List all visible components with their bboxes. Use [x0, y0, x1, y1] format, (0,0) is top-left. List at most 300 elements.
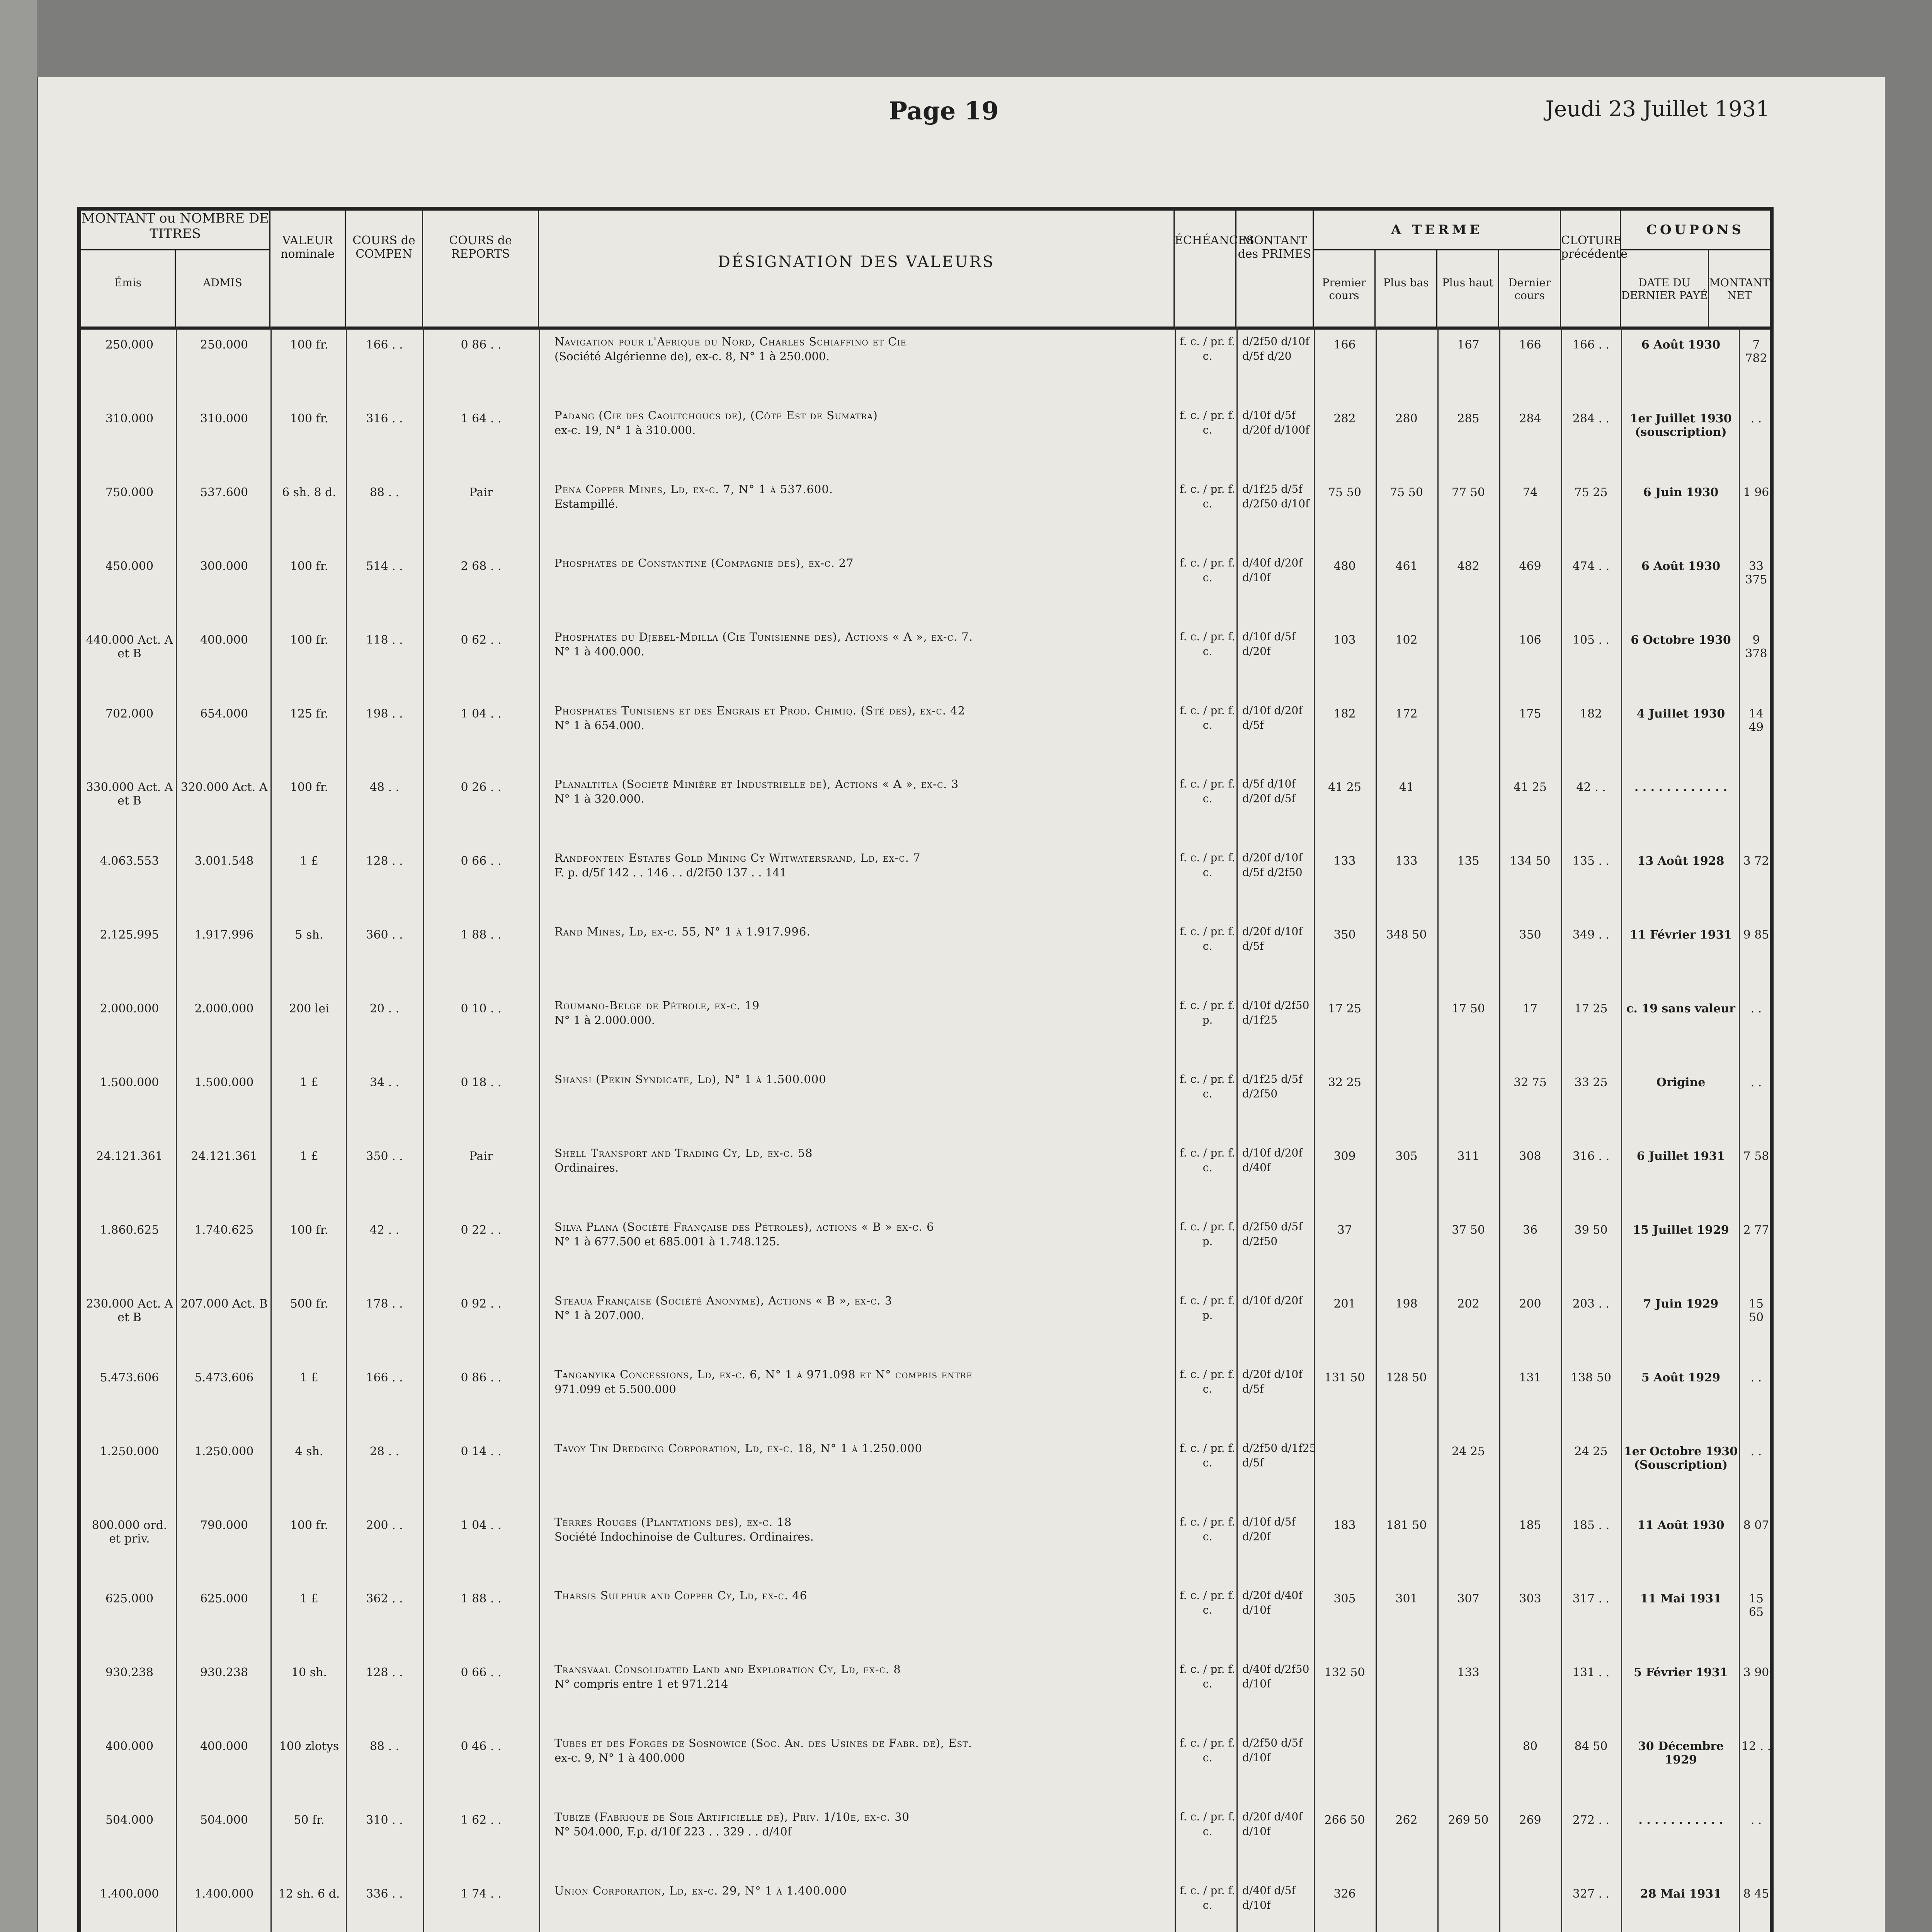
cell-plus-haut: 167: [1457, 338, 1480, 352]
cell-primes: d/10f d/20f: [1242, 1294, 1303, 1307]
cell-plus-haut: 135: [1457, 854, 1480, 868]
cell-designation: [554, 1883, 1173, 1898]
cell-emis: 330.000 Act. A et B: [86, 781, 173, 808]
header-montant-title: MONTANT ou NOMBRE DE TITRES: [81, 211, 269, 250]
cell-cours-comp: 178 . .: [366, 1297, 403, 1311]
header-premier: Premier cours: [1314, 249, 1376, 327]
cell-date-paye: 13 Août 1928: [1637, 854, 1725, 868]
cell-echeances: f. c. / pr. f. c.: [1180, 1073, 1235, 1100]
table-row: [81, 1363, 1770, 1433]
security-name: Pena Copper Mines, Ld, ex-c. 7, N° 1 à 537.600.: [554, 482, 833, 496]
cell-designation: [554, 1146, 1173, 1175]
cell-echeances: f. c. / pr. f. c.: [1180, 777, 1235, 805]
cell-date-paye: 11 Mai 1931: [1640, 1592, 1722, 1606]
cell-primes: d/2f50 d/10f d/5f d/20: [1242, 335, 1310, 362]
cell-primes: d/20f d/10f d/5f: [1242, 1367, 1303, 1395]
cell-primes: d/40f d/5f d/10f: [1242, 1884, 1296, 1912]
cell-valeur: 1 £: [300, 1371, 318, 1384]
cell-date-paye: 11 Août 1930: [1637, 1518, 1725, 1532]
cell-valeur: 1 £: [300, 1150, 318, 1163]
cell-date-paye: 6 Juin 1930: [1643, 485, 1719, 499]
cell-cloture: 17 25: [1574, 1002, 1608, 1016]
cell-cours-comp: 118 . .: [366, 633, 403, 647]
cell-date-paye: 15 Juillet 1929: [1633, 1223, 1729, 1237]
cell-valeur: 100 fr.: [290, 781, 328, 794]
cell-dernier: 134 50: [1510, 854, 1551, 868]
cell-admis: 1.400.000: [194, 1887, 254, 1901]
cell-plus-haut: 17 50: [1452, 1002, 1485, 1016]
security-name: Padang (Cie des Caoutchoucs de), (Côte Est de Sumatra): [554, 408, 878, 422]
security-name: Silva Plana (Société Française des Pétroles), actions « B » ex-c. 6: [554, 1220, 934, 1233]
cell-cours-comp: 20 . .: [369, 1002, 400, 1016]
cell-valeur: 200 lei: [289, 1002, 329, 1016]
cell-cours-comp: 34 . .: [369, 1076, 400, 1090]
cell-date-paye: 1er Octobre 1930 (Souscription): [1624, 1444, 1738, 1472]
security-name: Roumano-Belge de Pétrole, ex-c. 19: [554, 999, 760, 1012]
cell-cours-reports: 0 86 . .: [461, 1371, 502, 1384]
cell-cours-reports: 1 62 . .: [461, 1813, 502, 1827]
cell-designation: [554, 629, 1173, 659]
cell-montant-net: 2 77: [1743, 1223, 1769, 1237]
cell-plus-bas: 133: [1395, 854, 1418, 868]
cell-cours-reports: 0 18 . .: [461, 1076, 502, 1090]
security-detail: F. p. d/5f 142 . . 146 . . d/2f50 137 . . 141: [554, 866, 787, 879]
cell-montant-net: . .: [1750, 1371, 1762, 1384]
cell-montant-net: 9 378: [1745, 633, 1767, 660]
security-name: Phosphates Tunisiens et des Engrais et Prod. Chimiq. (Sté des), ex-c. 42: [554, 704, 966, 717]
cell-admis: 790.000: [200, 1518, 248, 1532]
cell-montant-net: . .: [1750, 1444, 1762, 1458]
cell-dernier: 350: [1519, 928, 1541, 942]
quotation-table: [77, 207, 1774, 1932]
cell-valeur: 100 zlotys: [279, 1740, 339, 1753]
cell-designation: [554, 1515, 1173, 1544]
cell-cours-reports: 2 68 . .: [461, 559, 502, 573]
table-row: [81, 1658, 1770, 1728]
table-row: [81, 1879, 1770, 1932]
cell-designation: [554, 924, 1173, 939]
cell-emis: 750.000: [105, 485, 154, 499]
header-a-terme: [1314, 211, 1561, 327]
cell-emis: 1.860.625: [100, 1223, 159, 1237]
table-body: [81, 327, 1770, 1932]
cell-date-paye: 7 Juin 1929: [1643, 1297, 1719, 1311]
cell-date-paye: 1er Juillet 1930 (souscription): [1630, 412, 1732, 439]
security-detail: 971.099 et 5.500.000: [554, 1382, 676, 1396]
cell-primes: d/20f d/40f d/10f: [1242, 1589, 1303, 1617]
cell-admis: 310.000: [200, 412, 248, 425]
cell-echeances: f. c. / pr. f. c.: [1180, 1736, 1235, 1764]
cell-emis: 440.000 Act. A et B: [86, 633, 173, 660]
security-detail: N° 504.000, F.p. d/10f 223 . . 329 . . d/40f: [554, 1825, 792, 1838]
cell-dernier: 17: [1522, 1002, 1538, 1016]
cell-cloture: 284 . .: [1572, 412, 1610, 425]
cell-cours-reports: Pair: [469, 1150, 493, 1163]
cell-emis: 250.000: [105, 338, 154, 352]
header-montant-net: MONTANT NET: [1709, 276, 1770, 302]
cell-cours-reports: 0 62 . .: [461, 633, 502, 647]
cell-valeur: 1 £: [300, 1076, 318, 1090]
cell-premier: 133: [1333, 854, 1356, 868]
cell-echeances: f. c. / pr. f. c.: [1180, 704, 1235, 731]
table-row: [81, 330, 1770, 400]
cell-cours-reports: 1 04 . .: [461, 707, 502, 721]
cell-plus-haut: 269 50: [1448, 1813, 1489, 1827]
cell-primes: d/10f d/5f d/20f d/100f: [1242, 408, 1310, 436]
cell-echeances: f. c. / pr. f. c.: [1180, 1810, 1235, 1838]
cell-valeur: 100 fr.: [290, 412, 328, 425]
cell-cours-comp: 336 . .: [366, 1887, 403, 1901]
cell-designation: [554, 1662, 1173, 1691]
cell-echeances: f. c. / pr. f. c.: [1180, 408, 1235, 436]
cell-date-paye: 6 Octobre 1930: [1631, 633, 1731, 647]
security-detail: Ordinaires.: [554, 1161, 619, 1174]
cell-plus-bas: 172: [1395, 707, 1418, 721]
cell-dernier: 308: [1519, 1150, 1541, 1163]
cell-primes: d/5f d/10f d/20f d/5f: [1242, 777, 1296, 805]
cell-admis: 1.740.625: [194, 1223, 254, 1237]
cell-plus-bas: 305: [1395, 1150, 1418, 1163]
cell-admis: 5.473.606: [194, 1371, 254, 1384]
cell-valeur: 100 fr.: [290, 338, 328, 352]
cell-montant-net: 3 72: [1743, 854, 1769, 868]
security-name: Tavoy Tin Dredging Corporation, Ld, ex-c. 18, N° 1 à 1.250.000: [554, 1441, 923, 1455]
cell-emis: 450.000: [105, 559, 154, 573]
cell-dernier: 36: [1522, 1223, 1538, 1237]
cell-cours-comp: 198 . .: [366, 707, 403, 721]
security-detail: N° 1 à 320.000.: [554, 792, 645, 806]
cell-cours-comp: 316 . .: [366, 412, 403, 425]
cell-echeances: f. c. / pr. f. c.: [1180, 851, 1235, 879]
cell-cours-reports: 1 04 . .: [461, 1518, 502, 1532]
cell-cours-reports: 0 92 . .: [461, 1297, 502, 1311]
cell-premier: 166: [1333, 338, 1356, 352]
table-row: [81, 1437, 1770, 1507]
cell-cours-reports: 0 66 . .: [461, 1666, 502, 1680]
security-name: Shansi (Pekin Syndicate, Ld), N° 1 à 1.500.000: [554, 1073, 827, 1086]
cell-date-paye: 6 Juillet 1931: [1636, 1150, 1725, 1163]
cell-admis: 400.000: [200, 633, 248, 647]
cell-cours-comp: 362 . .: [366, 1592, 403, 1606]
cell-echeances: f. c. / pr. f. c.: [1180, 1367, 1235, 1395]
cell-echeances: f. c. / pr. f. c.: [1180, 1884, 1235, 1912]
security-name: Phosphates du Djebel-Mdilla (Cie Tunisienne des), Actions « A », ex-c. 7.: [554, 630, 973, 643]
table-row: [81, 1068, 1770, 1138]
cell-cours-comp: 166 . .: [366, 338, 403, 352]
cell-montant-net: 8 45: [1743, 1887, 1769, 1901]
cell-date-paye: c. 19 sans valeur: [1626, 1002, 1735, 1016]
cell-dernier: 32 75: [1514, 1076, 1547, 1090]
table-row: [81, 994, 1770, 1064]
cell-plus-haut: 285: [1457, 412, 1480, 425]
cell-plus-bas: 102: [1395, 633, 1418, 647]
cell-date-paye: 4 Juillet 1930: [1636, 707, 1725, 721]
cell-cours-reports: 0 26 . .: [461, 781, 502, 794]
cell-premier: 305: [1333, 1592, 1356, 1606]
header-coupons: [1621, 211, 1770, 327]
cell-plus-haut: 37 50: [1452, 1223, 1485, 1237]
cell-admis: 1.500.000: [194, 1076, 254, 1090]
cell-designation: [554, 482, 1173, 511]
cell-dernier: 469: [1519, 559, 1541, 573]
security-detail: Estampillé.: [554, 497, 619, 510]
cell-cloture: 33 25: [1574, 1076, 1608, 1090]
cell-primes: d/10f d/2f50 d/1f25: [1242, 999, 1310, 1027]
cell-cours-comp: 514 . .: [366, 559, 403, 573]
cell-admis: 300.000: [200, 559, 248, 573]
cell-emis: 310.000: [105, 412, 154, 425]
cell-plus-bas: 262: [1395, 1813, 1418, 1827]
cell-echeances: f. c. / pr. f. c.: [1180, 556, 1235, 584]
security-detail: N° 1 à 677.500 et 685.001 à 1.748.125.: [554, 1235, 780, 1248]
cell-dernier: 284: [1519, 412, 1541, 425]
header-coupons-title: COUPONS: [1621, 211, 1770, 250]
cell-designation: [554, 1810, 1173, 1839]
cell-cloture: 317 . .: [1572, 1592, 1610, 1606]
cell-premier: 37: [1337, 1223, 1352, 1237]
table-row: [81, 404, 1770, 474]
security-detail: ex-c. 19, N° 1 à 310.000.: [554, 423, 696, 437]
cell-emis: 800.000 ord. et priv.: [92, 1518, 167, 1546]
security-name: Navigation pour l'Afrique du Nord, Charles Schiaffino et Cie: [554, 335, 906, 348]
cell-cours-comp: 350 . .: [366, 1150, 403, 1163]
cell-montant-net: 3 90: [1743, 1666, 1769, 1680]
cell-admis: 250.000: [200, 338, 248, 352]
security-name: Rand Mines, Ld, ex-c. 55, N° 1 à 1.917.996.: [554, 925, 811, 939]
header-cours-reports: COURS de REPORTS: [423, 211, 539, 327]
header-montant: [81, 211, 270, 327]
cell-admis: 207.000 Act. B: [180, 1297, 268, 1311]
cell-montant-net: 33 375: [1745, 559, 1767, 587]
cell-primes: d/10f d/5f d/20f: [1242, 1515, 1296, 1543]
cell-emis: 930.238: [105, 1666, 154, 1680]
table-row: [81, 1732, 1770, 1801]
header-cloture: CLOTURE précédente: [1561, 211, 1621, 327]
cell-cours-reports: 0 86 . .: [461, 338, 502, 352]
cell-designation: [554, 850, 1173, 880]
cell-admis: 400.000: [200, 1740, 248, 1753]
cell-primes: d/10f d/20f d/40f: [1242, 1146, 1303, 1174]
cell-designation: [554, 408, 1173, 437]
cell-montant-net: 15 50: [1748, 1297, 1764, 1324]
cell-premier: 75 50: [1328, 485, 1361, 499]
cell-premier: 282: [1333, 412, 1356, 425]
cell-echeances: f. c. / pr. f. p.: [1180, 999, 1235, 1027]
cell-cloture: 24 25: [1574, 1444, 1608, 1458]
cell-emis: 1.400.000: [100, 1887, 159, 1901]
header-valeur: VALEUR nominale: [270, 211, 346, 327]
security-name: Steaua Française (Société Anonyme), Actions « B », ex-c. 3: [554, 1294, 893, 1307]
security-name: Phosphates de Constantine (Compagnie des), ex-c. 27: [554, 556, 854, 570]
cell-designation: [554, 1293, 1173, 1323]
cell-premier: 201: [1333, 1297, 1356, 1311]
cell-cours-reports: 0 14 . .: [461, 1444, 502, 1458]
cell-premier: 350: [1333, 928, 1356, 942]
cell-date-paye: 5 Août 1929: [1641, 1371, 1721, 1384]
cell-cours-reports: Pair: [469, 485, 493, 499]
cell-premier: 266 50: [1324, 1813, 1365, 1827]
cell-valeur: 10 sh.: [291, 1666, 327, 1680]
cell-premier: 182: [1333, 707, 1356, 721]
cell-montant-net: 8 07: [1743, 1518, 1769, 1532]
table-row: [81, 1584, 1770, 1654]
header-designation: DÉSIGNATION DES VALEURS: [539, 211, 1175, 327]
security-name: Tharsis Sulphur and Copper Cy, Ld, ex-c. 46: [554, 1589, 808, 1602]
cell-cours-reports: 0 66 . .: [461, 854, 502, 868]
cell-cloture: 316 . .: [1572, 1150, 1610, 1163]
cell-primes: d/2f50 d/5f d/10f: [1242, 1736, 1303, 1764]
security-name: Tubize (Fabrique de Soie Artificielle de), Priv. 1/10e, ex-c. 30: [554, 1810, 910, 1824]
cell-montant-net: 7 782: [1745, 338, 1767, 365]
cell-emis: 625.000: [105, 1592, 154, 1606]
cell-primes: d/10f d/5f d/20f: [1242, 630, 1296, 658]
cell-plus-haut: 24 25: [1452, 1444, 1485, 1458]
cell-designation: [554, 1441, 1173, 1456]
header-plus-bas: Plus bas: [1376, 249, 1437, 327]
cell-montant-net: 1 96: [1743, 485, 1769, 499]
cell-cloture: 185 . .: [1572, 1518, 1610, 1532]
header-date-paye: DATE DU DERNIER PAYÉ: [1621, 249, 1709, 327]
cell-premier: 183: [1333, 1518, 1356, 1532]
cell-dernier: 185: [1519, 1518, 1541, 1532]
cell-montant-net: 14 49: [1748, 707, 1764, 734]
cell-primes: d/2f50 d/5f d/2f50: [1242, 1220, 1303, 1248]
cell-cloture: 327 . .: [1572, 1887, 1610, 1901]
cell-emis: 24.121.361: [96, 1150, 163, 1163]
cell-cloture: 166 . .: [1572, 338, 1610, 352]
cell-admis: 1.917.996: [194, 928, 254, 942]
table-row: [81, 478, 1770, 548]
security-detail: ex-c. 9, N° 1 à 400.000: [554, 1751, 685, 1765]
cell-plus-bas: 41: [1399, 781, 1414, 794]
security-detail: N° 1 à 2.000.000.: [554, 1014, 655, 1027]
security-name: Terres Rouges (Plantations des), ex-c. 18: [554, 1515, 792, 1529]
cell-cloture: 75 25: [1574, 485, 1608, 499]
cell-emis: 2.125.995: [100, 928, 159, 942]
header-emis: Émis: [81, 249, 176, 327]
cell-dernier: 80: [1522, 1740, 1538, 1753]
cell-cloture: 474 . .: [1572, 559, 1610, 573]
cell-admis: 504.000: [200, 1813, 248, 1827]
cell-primes: d/20f d/10f d/5f d/2f50: [1242, 851, 1303, 879]
cell-primes: d/2f50 d/1f25 d/5f: [1242, 1441, 1316, 1469]
cell-plus-bas: 348 50: [1386, 928, 1427, 942]
cell-date-paye: 30 Décembre 1929: [1638, 1740, 1724, 1767]
cell-plus-haut: 311: [1457, 1150, 1480, 1163]
security-detail: Société Indochinoise de Cultures. Ordinaires.: [554, 1530, 814, 1543]
security-name: Planaltitla (Société Minière et Industrielle de), Actions « A », ex-c. 3: [554, 777, 959, 791]
cell-cours-comp: 42 . .: [369, 1223, 400, 1237]
cell-primes: d/10f d/20f d/5f: [1242, 704, 1303, 731]
security-name: Union Corporation, Ld, ex-c. 29, N° 1 à 1.400.000: [554, 1884, 847, 1898]
cell-designation: [554, 1219, 1173, 1249]
cell-cours-reports: 1 64 . .: [461, 412, 502, 425]
cell-dernier: 74: [1522, 485, 1538, 499]
cell-cours-reports: 0 22 . .: [461, 1223, 502, 1237]
cell-echeances: f. c. / pr. f. c.: [1180, 1441, 1235, 1469]
security-detail: N° 1 à 207.000.: [554, 1308, 645, 1322]
cell-plus-bas: 128 50: [1386, 1371, 1427, 1384]
cell-cloture: 42 . .: [1576, 781, 1606, 794]
cell-montant-net: . .: [1750, 1002, 1762, 1016]
security-name: Tubes et des Forges de Sosnowice (Soc. An. des Usines de Fabr. de), Est.: [554, 1736, 972, 1750]
cell-date-paye: . . . . . . . . . . .: [1638, 1813, 1723, 1827]
table-row: [81, 847, 1770, 916]
page-date: Jeudi 23 Juillet 1931: [1545, 97, 1770, 122]
cell-premier: 132 50: [1324, 1666, 1365, 1680]
cell-cours-reports: 1 88 . .: [461, 1592, 502, 1606]
cell-date-paye: 28 Mai 1931: [1640, 1887, 1722, 1901]
header-cours-comp: COURS de COMPEN: [346, 211, 423, 327]
cell-echeances: f. c. / pr. f. c.: [1180, 1589, 1235, 1617]
header-echeances: ÉCHÉANCES: [1175, 211, 1236, 327]
header-primes: MONTANT des PRIMES: [1236, 211, 1314, 327]
cell-cours-comp: 88 . .: [369, 485, 400, 499]
table-row: [81, 920, 1770, 990]
cell-cloture: 349 . .: [1572, 928, 1610, 942]
cell-montant-net: . .: [1750, 1076, 1762, 1090]
cell-date-paye: 6 Août 1930: [1641, 338, 1721, 352]
header-a-terme-title: A TERME: [1314, 211, 1560, 250]
cell-emis: 2.000.000: [100, 1002, 159, 1016]
cell-premier: 480: [1333, 559, 1356, 573]
cell-valeur: 4 sh.: [295, 1444, 323, 1458]
cell-dernier: 200: [1519, 1297, 1541, 1311]
cell-premier: 131 50: [1324, 1371, 1365, 1384]
cell-cloture: 272 . .: [1572, 1813, 1610, 1827]
page-header: [77, 97, 1770, 143]
cell-echeances: f. c. / pr. f. c.: [1180, 1146, 1235, 1174]
security-detail: (Société Algérienne de), ex-c. 8, N° 1 à 250.000.: [554, 350, 830, 363]
cell-echeances: f. c. / pr. f. c.: [1180, 482, 1235, 510]
cell-echeances: f. c. / pr. f. c.: [1180, 630, 1235, 658]
cell-valeur: 1 £: [300, 1592, 318, 1606]
cell-designation: [554, 1736, 1173, 1765]
cell-cloture: 135 . .: [1572, 854, 1610, 868]
cell-dernier: 131: [1519, 1371, 1541, 1384]
table-row: [81, 552, 1770, 621]
cell-echeances: f. c. / pr. f. c.: [1180, 335, 1235, 362]
cell-dernier: 106: [1519, 633, 1541, 647]
cell-emis: 230.000 Act. A et B: [86, 1297, 173, 1324]
cell-plus-bas: 280: [1395, 412, 1418, 425]
cell-montant-net: 15 65: [1748, 1592, 1764, 1619]
cell-date-paye: . . . . . . . . . . . .: [1634, 781, 1728, 794]
cell-premier: 32 25: [1328, 1076, 1361, 1090]
cell-designation: [554, 777, 1173, 806]
cell-primes: d/1f25 d/5f d/2f50: [1242, 1073, 1303, 1100]
cell-admis: 3.001.548: [194, 854, 254, 868]
header-dernier: Dernier cours: [1508, 276, 1551, 302]
cell-cloture: 39 50: [1574, 1223, 1608, 1237]
table-row: [81, 773, 1770, 842]
table-row: [81, 1289, 1770, 1359]
cell-plus-bas: 198: [1395, 1297, 1418, 1311]
cell-designation: [554, 998, 1173, 1027]
cell-date-paye: 11 Février 1931: [1629, 928, 1732, 942]
table-row: [81, 626, 1770, 695]
cell-valeur: 5 sh.: [295, 928, 323, 942]
cell-echeances: f. c. / pr. f. p.: [1180, 1220, 1235, 1248]
cell-cours-comp: 310 . .: [366, 1813, 403, 1827]
cell-montant-net: . .: [1750, 412, 1762, 425]
cell-admis: 1.250.000: [194, 1444, 254, 1458]
table-row: [81, 1142, 1770, 1211]
header-admis: ADMIS: [203, 276, 242, 289]
cell-admis: 930.238: [200, 1666, 248, 1680]
cell-echeances: f. c. / pr. f. p.: [1180, 1294, 1235, 1321]
cell-cours-comp: 128 . .: [366, 854, 403, 868]
